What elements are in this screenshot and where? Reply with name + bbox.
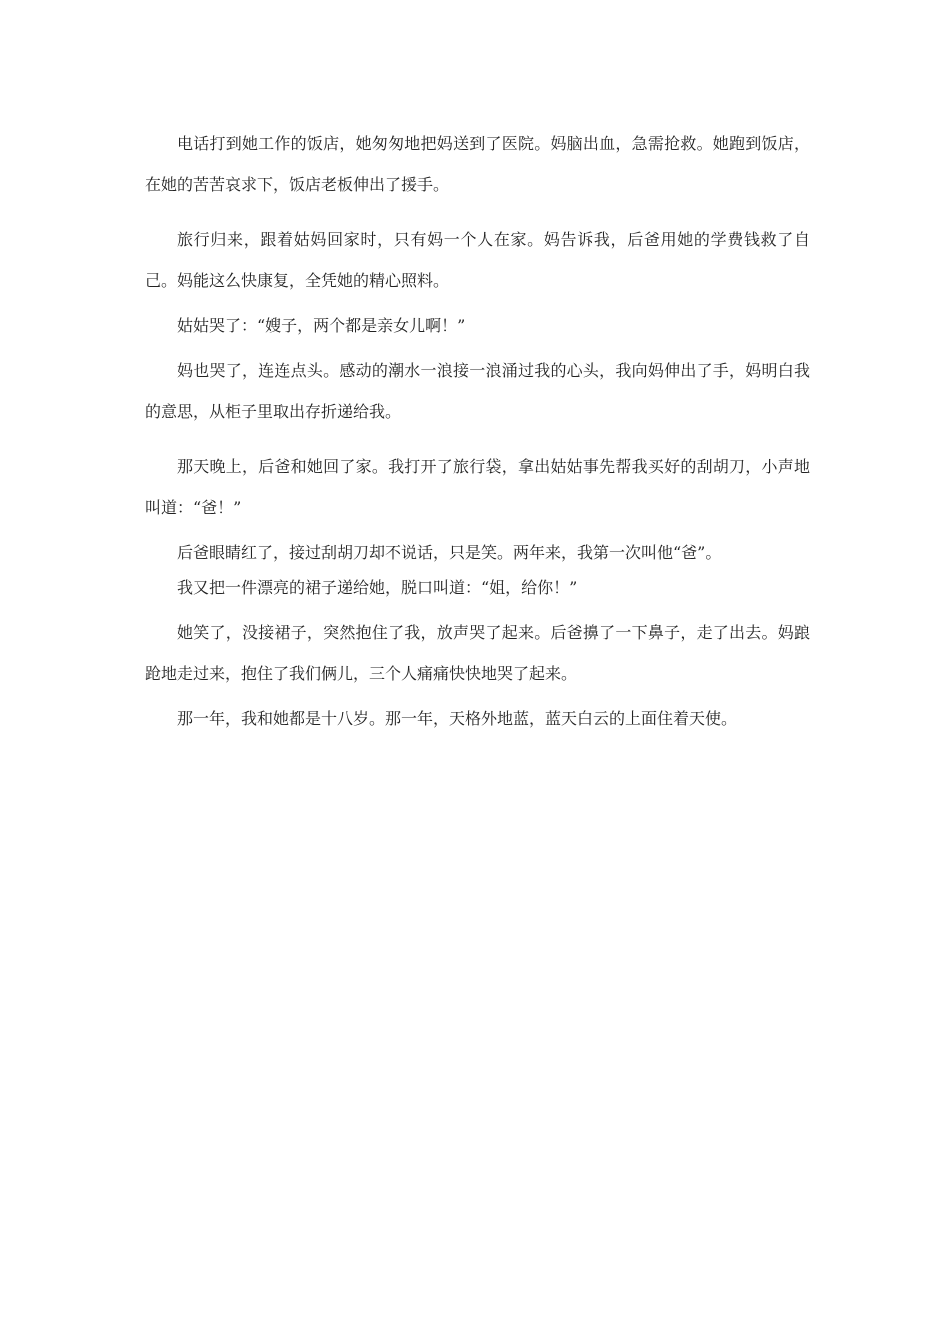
paragraph-6: 后爸眼睛红了，接过刮胡刀却不说话，只是笑。两年来，我第一次叫他“爸”。 [177,543,722,562]
paragraph-2: 旅行归来，跟着姑妈回家时，只有妈一个人在家。妈告诉我，后爸用她的学费钱救了自己。妈能这么快康复，全凭她的精心照料。 [145,230,810,290]
paragraph-8: 她笑了，没接裙子，突然抱住了我，放声哭了起来。后爸擤了一下鼻子，走了出去。妈踉跄地走过来，抱住了我们俩儿，三个人痛痛快快地哭了起来。 [145,623,810,683]
paragraph-4: 妈也哭了，连连点头。感动的潮水一浪接一浪涌过我的心头，我向妈伸出了手，妈明白我的意思，从柜子里取出存折递给我。 [145,361,810,421]
paragraph-5: 那天晚上，后爸和她回了家。我打开了旅行袋，拿出姑姑事先帮我买好的刮胡刀，小声地叫道：“爸！” [145,457,810,517]
paragraph-9: 那一年，我和她都是十八岁。那一年，天格外地蓝，蓝天白云的上面住着天使。 [177,709,738,728]
article-body [145,123,810,743]
paragraph-1: 电话打到她工作的饭店，她匆匆地把妈送到了医院。妈脑出血，急需抢救。她跑到饭店，在她的苦苦哀求下，饭店老板伸出了援手。 [145,134,810,194]
paragraph-7: 我又把一件漂亮的裙子递给她，脱口叫道：“姐，给你！” [177,578,578,597]
paragraph-3: 姑姑哭了：“嫂子，两个都是亲女儿啊！” [177,316,466,335]
